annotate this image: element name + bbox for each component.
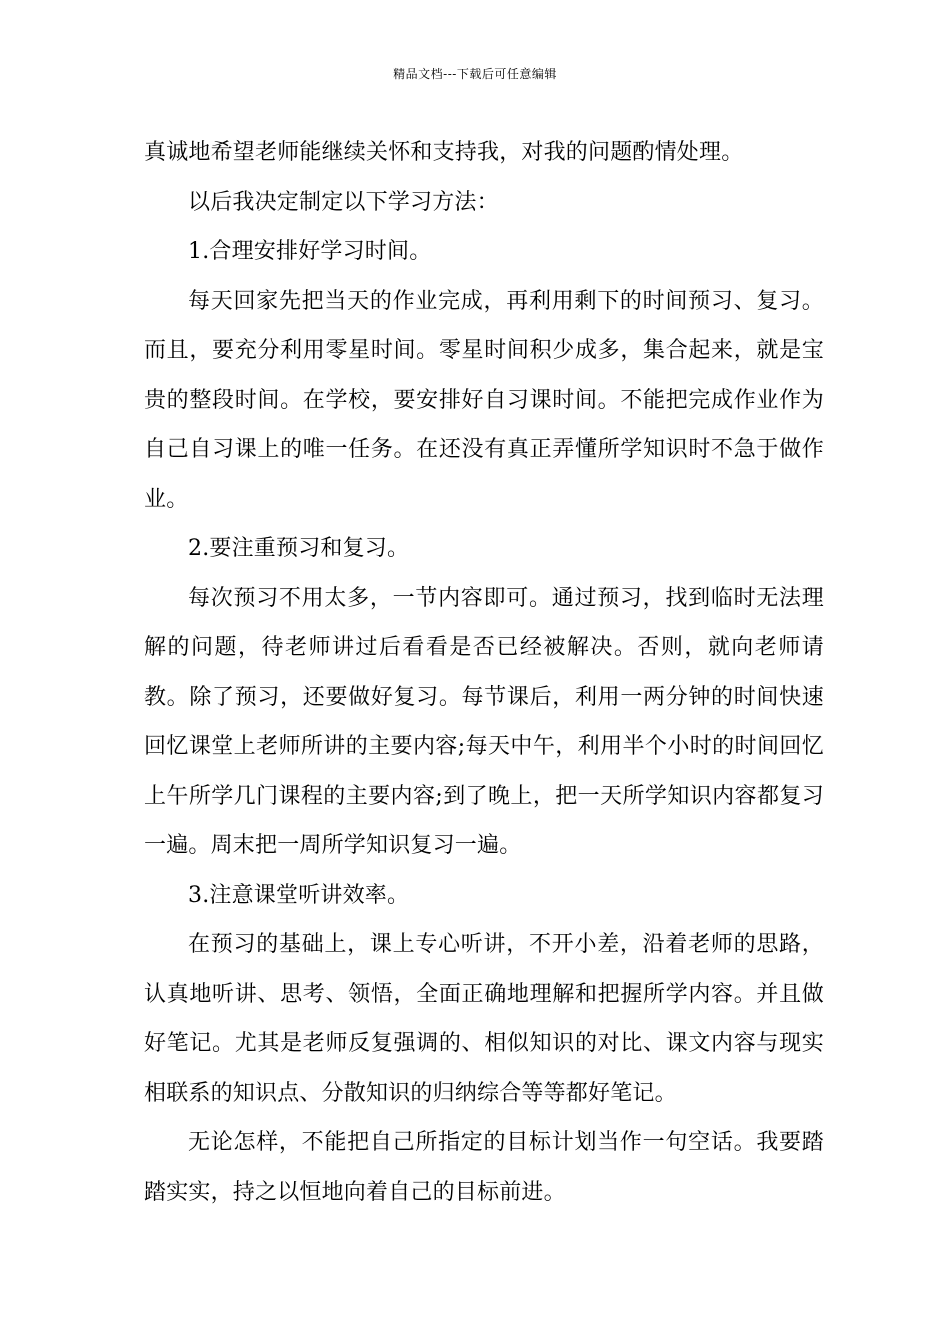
- paragraph-conclusion: 无论怎样，不能把自己所指定的目标计划当作一句空话。我要踏踏实实，持之以恒地向着自己的目标前进。: [144, 1130, 824, 1205]
- section-heading-3: 3.注意课堂听讲效率。: [188, 882, 410, 908]
- document-body: [144, 128, 824, 1217]
- section-heading-1: 1.合理安排好学习时间。: [188, 239, 432, 264]
- paragraph-preview-review: 每次预习不用太多，一节内容即可。通过预习，找到临时无法理解的问题，待老师讲过后看看是否已经被解决。否则，就向老师请教。除了预习，还要做好复习。每节课后，利用一两分钟的时间快速回忆课堂上老师所讲的主要内容;每天中午，利用半个小时的时间回忆上午所学几门课程的主要内容;到了晚上，把一天所学知识内容都复习一遍。周末把一周所学知识复习一遍。: [144, 585, 824, 858]
- paragraph-continuation: 真诚地希望老师能继续关怀和支持我，对我的问题酌情处理。: [144, 140, 744, 165]
- paragraph-class-efficiency: 在预习的基础上，课上专心听讲，不开小差，沿着老师的思路，认真地听讲、思考、领悟，全面正确地理解和把握所学内容。并且做好笔记。尤其是老师反复强调的、相似知识的对比、课文内容与现实相联系的知识点、分散知识的归纳综合等等都好笔记。: [144, 932, 824, 1106]
- page-header: 精品文档---下载后可任意编辑: [393, 67, 557, 81]
- section-heading-2: 2.要注重预习和复习。: [188, 536, 410, 561]
- paragraph-intro: 以后我决定制定以下学习方法：: [188, 189, 499, 215]
- paragraph-time-management: 每天回家先把当天的作业完成，再利用剩下的时间预习、复习。而且，要充分利用零星时间。零星时间积少成多，集合起来，就是宝贵的整段时间。在学校，要安排好自习课时间。不能把完成作业作为自己自习课上的唯一任务。在还没有真正弄懂所学知识时不急于做作业。: [144, 288, 824, 512]
